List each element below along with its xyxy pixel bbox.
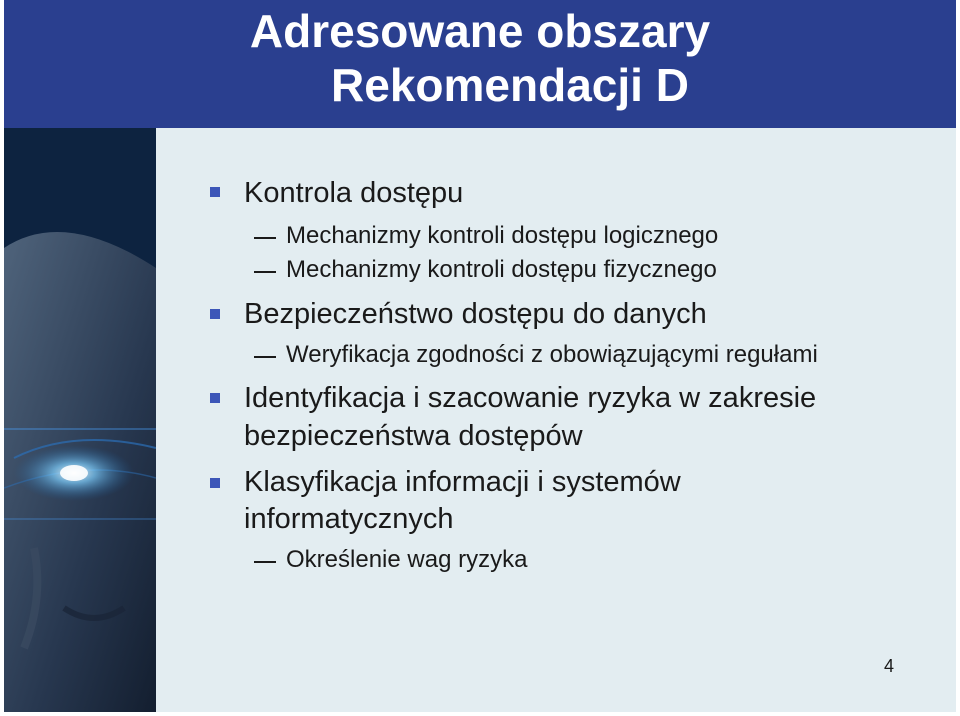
bullet-item-klasyfikacja-line2: informatycznych — [244, 503, 454, 535]
dash-icon — [254, 356, 276, 358]
slide-title-line-2: Rekomendacji D — [331, 59, 689, 111]
sub-item-fizyczny: Mechanizmy kontroli dostępu fizycznego — [286, 256, 717, 283]
face-photo — [4, 128, 156, 716]
bullet-square-icon — [210, 187, 220, 197]
dash-icon — [254, 561, 276, 563]
bullet-item-identyfikacja-line2: bezpieczeństwa dostępów — [244, 420, 583, 452]
bullet-square-icon — [210, 393, 220, 403]
bullet-item-kontrola: Kontrola dostępu — [244, 177, 464, 209]
page-number: 4 — [884, 656, 895, 676]
bottom-strip — [0, 712, 960, 716]
dash-icon — [254, 271, 276, 273]
sub-item-logiczny: Mechanizmy kontroli dostępu logicznego — [286, 222, 719, 249]
face-illustration — [4, 128, 156, 716]
slide-title-line-1: Adresowane obszary — [249, 5, 711, 57]
bullet-item-identyfikacja-line1: Identyfikacja i szacowanie ryzyka w zakresie — [244, 382, 817, 414]
title-bar — [4, 0, 956, 128]
bullet-square-icon — [210, 478, 220, 488]
bullet-item-klasyfikacja-line1: Klasyfikacja informacji i systemów — [244, 466, 681, 498]
bullet-item-bezpieczenstwo: Bezpieczeństwo dostępu do danych — [244, 298, 707, 330]
sub-item-weryfikacja: Weryfikacja zgodności z obowiązującymi regułami — [286, 341, 818, 368]
sub-item-wagi-ryzyka: Określenie wag ryzyka — [286, 546, 528, 573]
bullet-square-icon — [210, 309, 220, 319]
dash-icon — [254, 237, 276, 239]
